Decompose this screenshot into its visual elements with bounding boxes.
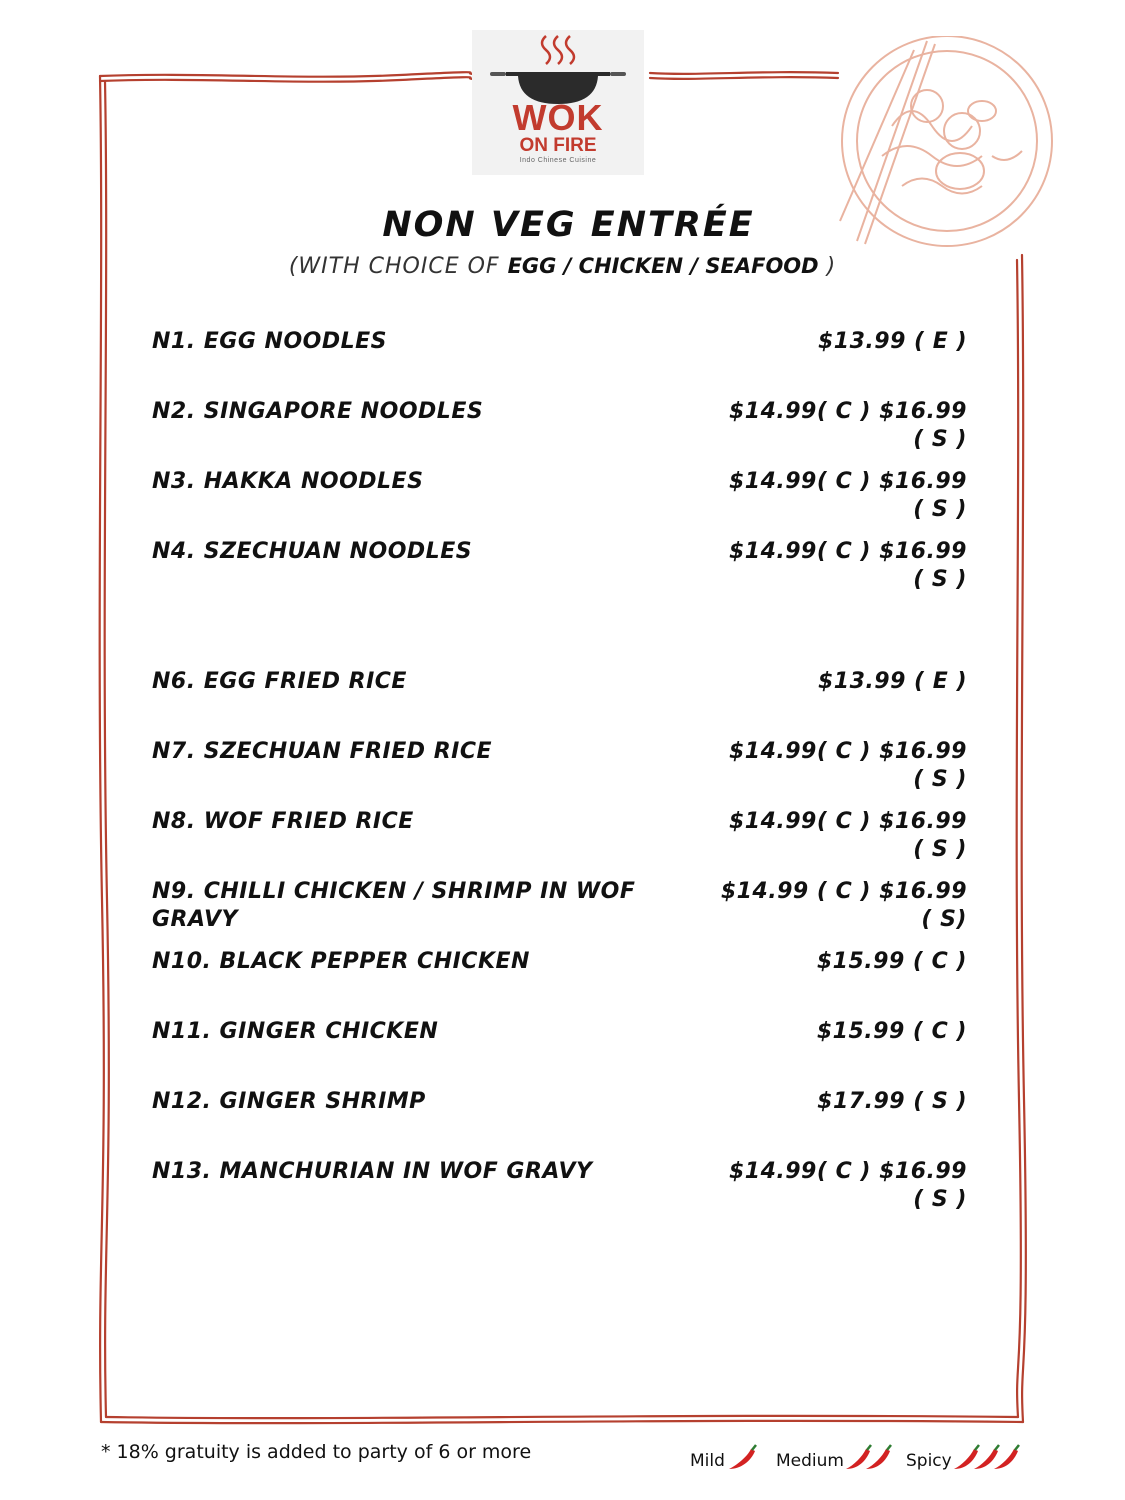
chili-pepper-icon xyxy=(725,1443,759,1471)
spice-level-label: Spicy xyxy=(906,1451,952,1471)
menu-item-name: N12. GINGER SHRIMP xyxy=(152,1089,426,1114)
spice-legend-spicy xyxy=(906,1443,1022,1471)
menu-item-price: $13.99 ( E ) xyxy=(817,329,967,354)
menu-item-name: N7. SZECHUAN FRIED RICE xyxy=(152,739,492,764)
menu-item-name: N10. BLACK PEPPER CHICKEN xyxy=(152,949,530,974)
menu-item-name: N9. CHILLI CHICKEN / SHRIMP IN WOF GRAVY xyxy=(152,879,636,932)
menu-item-price: $14.99( C ) $16.99 ( S ) xyxy=(728,1159,967,1212)
restaurant-logo xyxy=(472,30,644,175)
section-title: NON VEG ENTRÉE xyxy=(382,205,755,245)
menu-item-name: N8. WOF FRIED RICE xyxy=(152,809,414,834)
menu-item-price: $14.99( C ) $16.99 ( S ) xyxy=(728,739,967,792)
menu-item-name: N4. SZECHUAN NOODLES xyxy=(152,539,473,564)
menu-item-price: $14.99( C ) $16.99 ( S ) xyxy=(728,469,967,522)
menu-item-name: N2. SINGAPORE NOODLES xyxy=(152,399,484,424)
wok-icon xyxy=(488,34,628,106)
section-subtitle: (WITH CHOICE OF EGG / CHICKEN / SEAFOOD ) xyxy=(288,254,837,279)
chili-pepper-icon xyxy=(844,1443,896,1471)
menu-item-name: N1. EGG NOODLES xyxy=(152,329,388,354)
chili-pepper-icon xyxy=(952,1443,1022,1471)
spice-legend-mild xyxy=(690,1443,759,1471)
logo-text-wok: WOK xyxy=(512,97,604,138)
menu-item-price: $14.99( C ) $16.99 ( S ) xyxy=(728,809,967,862)
spice-level-label: Medium xyxy=(776,1451,844,1471)
menu-item-price: $14.99( C ) $16.99 ( S ) xyxy=(728,399,967,452)
menu-item-price: $15.99 ( C ) xyxy=(816,949,967,974)
gratuity-note: * 18% gratuity is added to party of 6 or more xyxy=(101,1441,532,1463)
menu-item-price: $14.99( C ) $16.99 ( S ) xyxy=(728,539,967,592)
menu-item-price: $15.99 ( C ) xyxy=(816,1019,967,1044)
menu-item-price: $17.99 ( S ) xyxy=(817,1089,967,1114)
menu-item-name: N6. EGG FRIED RICE xyxy=(152,669,407,694)
spice-legend-medium xyxy=(776,1443,896,1471)
menu-item-price: $14.99 ( C ) $16.99 ( S) xyxy=(720,879,967,932)
menu-item-name: N3. HAKKA NOODLES xyxy=(152,469,424,494)
spice-level-label: Mild xyxy=(690,1451,725,1471)
logo-tagline: Indo Chinese Cuisine xyxy=(519,157,597,164)
menu-item-name: N11. GINGER CHICKEN xyxy=(152,1019,439,1044)
menu-item-name: N13. MANCHURIAN IN WOF GRAVY xyxy=(152,1159,593,1184)
menu-item-price: $13.99 ( E ) xyxy=(817,669,967,694)
logo-text-on-fire: ON FIRE xyxy=(519,135,597,156)
